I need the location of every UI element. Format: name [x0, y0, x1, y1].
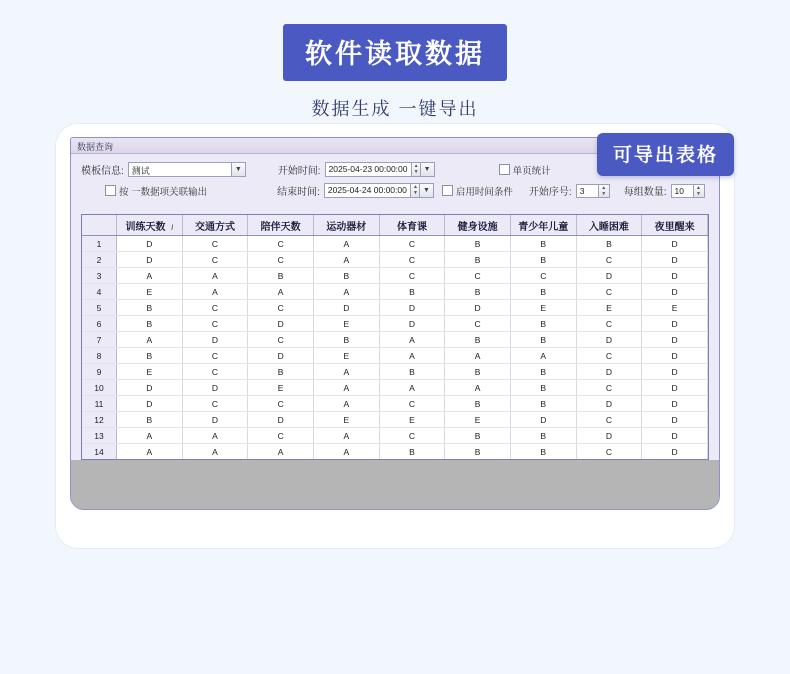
table-cell[interactable]: B — [313, 268, 379, 284]
table-cell[interactable]: C — [248, 252, 314, 268]
start-time-value: 2025-04-23 00:00:00 — [328, 164, 408, 174]
table-cell[interactable]: C — [379, 252, 445, 268]
column-header-7[interactable]: 入睡困难 — [576, 215, 642, 236]
enable-time-condition-checkbox[interactable] — [442, 184, 513, 198]
table-cell[interactable]: B — [248, 364, 314, 380]
table-cell[interactable]: C — [248, 428, 314, 444]
table-row[interactable] — [82, 300, 708, 316]
table-cell[interactable]: B — [510, 236, 576, 252]
table-cell[interactable]: A — [117, 268, 183, 284]
table-cell[interactable]: B — [510, 284, 576, 300]
page-size-spinner[interactable]: ▲ ▼ — [693, 185, 704, 197]
table-cell[interactable]: A — [379, 332, 445, 348]
table-cell[interactable]: A — [379, 380, 445, 396]
table-cell[interactable]: C — [576, 316, 642, 332]
sort-indicator-icon: / — [171, 224, 174, 232]
column-header-4[interactable]: 体育课 — [379, 215, 445, 236]
table-row[interactable] — [82, 268, 708, 284]
table-cell[interactable]: C — [182, 236, 248, 252]
row-index-cell: 1 — [82, 236, 117, 252]
table-cell[interactable]: A — [313, 284, 379, 300]
column-header-6[interactable]: 青少年儿童 — [510, 215, 576, 236]
table-cell[interactable]: B — [248, 268, 314, 284]
table-cell[interactable]: C — [182, 348, 248, 364]
table-cell[interactable]: A — [313, 236, 379, 252]
table-cell[interactable]: B — [117, 412, 183, 428]
table-cell[interactable]: A — [313, 252, 379, 268]
column-header-2[interactable]: 陪伴天数 — [248, 215, 314, 236]
table-row[interactable] — [82, 236, 708, 252]
page-size-value: 10 — [674, 185, 684, 196]
table-cell[interactable]: B — [510, 428, 576, 444]
table-cell[interactable]: D — [642, 284, 708, 300]
table-cell[interactable]: B — [445, 396, 511, 412]
table-cell[interactable]: D — [642, 348, 708, 364]
table-row[interactable] — [82, 252, 708, 268]
table-cell[interactable]: B — [445, 428, 511, 444]
table-cell[interactable]: A — [313, 396, 379, 412]
table-cell[interactable]: A — [510, 348, 576, 364]
table-cell[interactable]: D — [445, 300, 511, 316]
data-grid[interactable] — [81, 214, 709, 460]
row-index-cell: 6 — [82, 316, 117, 332]
start-index-input[interactable] — [576, 184, 610, 198]
table-cell[interactable]: E — [379, 412, 445, 428]
table-cell[interactable]: D — [576, 332, 642, 348]
table-cell[interactable]: D — [117, 396, 183, 412]
data-table — [82, 215, 708, 460]
table-cell[interactable]: C — [576, 412, 642, 428]
table-row[interactable] — [82, 348, 708, 364]
table-row[interactable] — [82, 380, 708, 396]
calendar-icon[interactable]: ▼ — [420, 163, 434, 176]
row-index-cell: 8 — [82, 348, 117, 364]
table-cell[interactable]: D — [576, 268, 642, 284]
row-index-cell: 7 — [82, 332, 117, 348]
table-cell[interactable]: D — [576, 364, 642, 380]
table-cell[interactable]: A — [182, 284, 248, 300]
link-output-label: 按 一数据项关联输出 — [119, 186, 208, 198]
column-header-8[interactable]: 夜里醒来 — [642, 215, 708, 236]
table-cell[interactable]: D — [117, 236, 183, 252]
table-row[interactable] — [82, 412, 708, 428]
table-cell[interactable]: D — [642, 252, 708, 268]
table-cell[interactable]: A — [248, 284, 314, 300]
table-row[interactable] — [82, 428, 708, 444]
page-size-label: 每组数量: — [623, 187, 667, 198]
row-index-cell: 11 — [82, 396, 117, 412]
table-cell[interactable]: B — [445, 284, 511, 300]
column-header-label: 训练天数 — [125, 221, 166, 233]
table-cell[interactable]: B — [445, 252, 511, 268]
row-index-cell: 10 — [82, 380, 117, 396]
table-cell[interactable]: D — [642, 332, 708, 348]
table-cell[interactable]: B — [510, 364, 576, 380]
table-cell[interactable]: E — [445, 412, 511, 428]
table-cell[interactable]: C — [576, 284, 642, 300]
end-time-value: 2025-04-24 00:00:00 — [327, 185, 407, 195]
table-cell[interactable]: D — [642, 444, 708, 460]
row-index-cell: 14 — [82, 444, 117, 460]
column-header-5[interactable]: 健身设施 — [445, 215, 511, 236]
table-cell[interactable]: C — [182, 396, 248, 412]
table-cell[interactable]: D — [642, 380, 708, 396]
table-cell[interactable]: D — [379, 300, 445, 316]
table-cell[interactable]: D — [642, 364, 708, 380]
link-output-checkbox[interactable] — [105, 184, 207, 198]
row-index-cell: 12 — [82, 412, 117, 428]
table-cell[interactable]: D — [182, 332, 248, 348]
row-index-cell: 9 — [82, 364, 117, 380]
checkbox-box-icon[interactable] — [442, 185, 453, 196]
application-window — [70, 137, 720, 510]
row-index-cell: 3 — [82, 268, 117, 284]
table-cell[interactable]: D — [576, 396, 642, 412]
row-index-header — [82, 215, 117, 236]
table-cell[interactable]: C — [445, 316, 511, 332]
checkbox-box-icon[interactable] — [105, 185, 116, 196]
table-cell[interactable]: C — [576, 348, 642, 364]
table-cell[interactable]: B — [445, 332, 511, 348]
table-cell[interactable]: D — [642, 412, 708, 428]
template-select[interactable] — [128, 162, 246, 177]
table-cell[interactable]: B — [510, 332, 576, 348]
table-cell[interactable]: D — [248, 348, 314, 364]
table-cell[interactable]: A — [182, 268, 248, 284]
table-cell[interactable]: C — [248, 300, 314, 316]
table-cell[interactable]: B — [445, 236, 511, 252]
table-cell[interactable]: B — [313, 332, 379, 348]
start-index-spinner[interactable]: ▲ ▼ — [598, 185, 609, 197]
table-cell[interactable]: B — [576, 236, 642, 252]
single-page-label: 单页统计 — [512, 165, 551, 177]
page-banner — [0, 0, 790, 121]
enable-time-condition-label: 启用时间条件 — [455, 186, 513, 198]
table-cell[interactable]: C — [379, 268, 445, 284]
table-cell[interactable]: D — [313, 300, 379, 316]
table-cell[interactable]: A — [182, 444, 248, 460]
end-time-input[interactable] — [324, 183, 434, 198]
table-cell[interactable]: B — [117, 316, 183, 332]
table-cell[interactable]: C — [248, 236, 314, 252]
table-cell[interactable]: E — [313, 348, 379, 364]
table-cell[interactable]: B — [117, 300, 183, 316]
table-cell[interactable]: A — [182, 428, 248, 444]
table-cell[interactable]: D — [642, 396, 708, 412]
table-cell[interactable]: C — [576, 252, 642, 268]
end-time-spinner[interactable]: ▲ ▼ — [410, 184, 420, 197]
table-cell[interactable]: A — [313, 428, 379, 444]
window-body — [71, 154, 719, 508]
table-cell[interactable]: D — [642, 428, 708, 444]
table-cell[interactable]: D — [248, 412, 314, 428]
table-cell[interactable]: C — [576, 380, 642, 396]
table-cell[interactable]: C — [182, 252, 248, 268]
table-cell[interactable]: D — [248, 316, 314, 332]
table-cell[interactable]: A — [313, 444, 379, 460]
table-cell[interactable]: E — [313, 412, 379, 428]
window-empty-area — [71, 460, 719, 508]
filter-row-secondary — [81, 183, 709, 198]
table-cell[interactable]: B — [510, 316, 576, 332]
table-row[interactable] — [82, 284, 708, 300]
chevron-down-icon[interactable]: ▼ — [231, 163, 245, 176]
table-row[interactable] — [82, 444, 708, 460]
table-cell[interactable]: A — [248, 444, 314, 460]
table-row[interactable] — [82, 396, 708, 412]
table-cell[interactable]: D — [576, 428, 642, 444]
table-cell[interactable]: D — [642, 316, 708, 332]
table-cell[interactable]: E — [117, 284, 183, 300]
table-cell[interactable]: E — [313, 316, 379, 332]
row-index-cell: 4 — [82, 284, 117, 300]
table-cell[interactable]: B — [510, 444, 576, 460]
table-cell[interactable]: C — [182, 364, 248, 380]
table-cell[interactable]: B — [510, 252, 576, 268]
table-cell[interactable]: B — [510, 396, 576, 412]
start-index-value: 3 — [579, 185, 585, 196]
table-cell[interactable]: A — [313, 380, 379, 396]
table-body — [82, 236, 708, 460]
table-cell[interactable]: D — [182, 380, 248, 396]
column-header-1[interactable]: 交通方式 — [182, 215, 248, 236]
end-time-label: 结束时间: — [277, 187, 320, 198]
table-row[interactable] — [82, 316, 708, 332]
table-cell[interactable]: B — [510, 380, 576, 396]
window-title: 数据查询 — [77, 142, 114, 152]
calendar-icon[interactable]: ▼ — [419, 184, 433, 197]
table-cell[interactable]: B — [445, 364, 511, 380]
table-cell[interactable]: D — [510, 412, 576, 428]
template-label: 模板信息: — [81, 166, 124, 177]
table-cell[interactable]: B — [117, 348, 183, 364]
table-cell[interactable]: A — [117, 444, 183, 460]
checkbox-box-icon[interactable] — [499, 164, 510, 175]
table-cell[interactable]: D — [642, 236, 708, 252]
table-cell[interactable]: C — [445, 268, 511, 284]
page-size-input[interactable] — [671, 184, 705, 198]
table-cell[interactable]: A — [117, 428, 183, 444]
table-row[interactable] — [82, 332, 708, 348]
table-cell[interactable]: A — [445, 380, 511, 396]
table-cell[interactable]: A — [445, 348, 511, 364]
table-cell[interactable]: B — [379, 364, 445, 380]
table-cell[interactable]: E — [248, 380, 314, 396]
table-row[interactable] — [82, 364, 708, 380]
table-cell[interactable]: D — [642, 268, 708, 284]
table-cell[interactable]: C — [379, 396, 445, 412]
table-cell[interactable]: B — [379, 444, 445, 460]
template-select-value: 测试 — [131, 166, 150, 176]
table-cell[interactable]: C — [248, 396, 314, 412]
table-cell[interactable]: E — [576, 300, 642, 316]
page-title: 软件读取数据 — [283, 24, 507, 81]
table-cell[interactable]: C — [182, 300, 248, 316]
table-cell[interactable]: E — [510, 300, 576, 316]
start-time-label: 开始时间: — [277, 166, 321, 177]
export-callout-badge: 可导出表格 — [597, 133, 734, 176]
single-page-checkbox[interactable] — [499, 163, 551, 177]
table-header — [82, 215, 708, 236]
row-index-cell: 5 — [82, 300, 117, 316]
table-cell[interactable]: D — [182, 412, 248, 428]
table-cell[interactable]: B — [445, 444, 511, 460]
table-cell[interactable]: A — [117, 332, 183, 348]
table-cell[interactable]: C — [379, 236, 445, 252]
table-cell[interactable]: D — [117, 252, 183, 268]
table-header-row — [82, 215, 708, 236]
table-cell[interactable]: C — [576, 444, 642, 460]
start-time-spinner[interactable]: ▲ ▼ — [411, 163, 421, 176]
start-time-input[interactable] — [325, 162, 435, 177]
table-cell[interactable]: C — [182, 316, 248, 332]
table-cell[interactable]: E — [642, 300, 708, 316]
page-subtitle: 数据生成 一键导出 — [311, 99, 479, 119]
table-cell[interactable]: C — [379, 428, 445, 444]
table-cell[interactable]: A — [313, 364, 379, 380]
table-cell[interactable]: A — [379, 348, 445, 364]
table-cell[interactable]: D — [379, 316, 445, 332]
table-cell[interactable]: C — [248, 332, 314, 348]
row-index-cell: 13 — [82, 428, 117, 444]
row-index-cell: 2 — [82, 252, 117, 268]
table-cell[interactable]: D — [117, 380, 183, 396]
start-index-label: 开始序号: — [528, 187, 572, 198]
table-cell[interactable]: E — [117, 364, 183, 380]
table-cell[interactable]: C — [510, 268, 576, 284]
table-cell[interactable]: B — [379, 284, 445, 300]
column-header-0[interactable] — [117, 215, 183, 236]
column-header-3[interactable]: 运动器材 — [313, 215, 379, 236]
